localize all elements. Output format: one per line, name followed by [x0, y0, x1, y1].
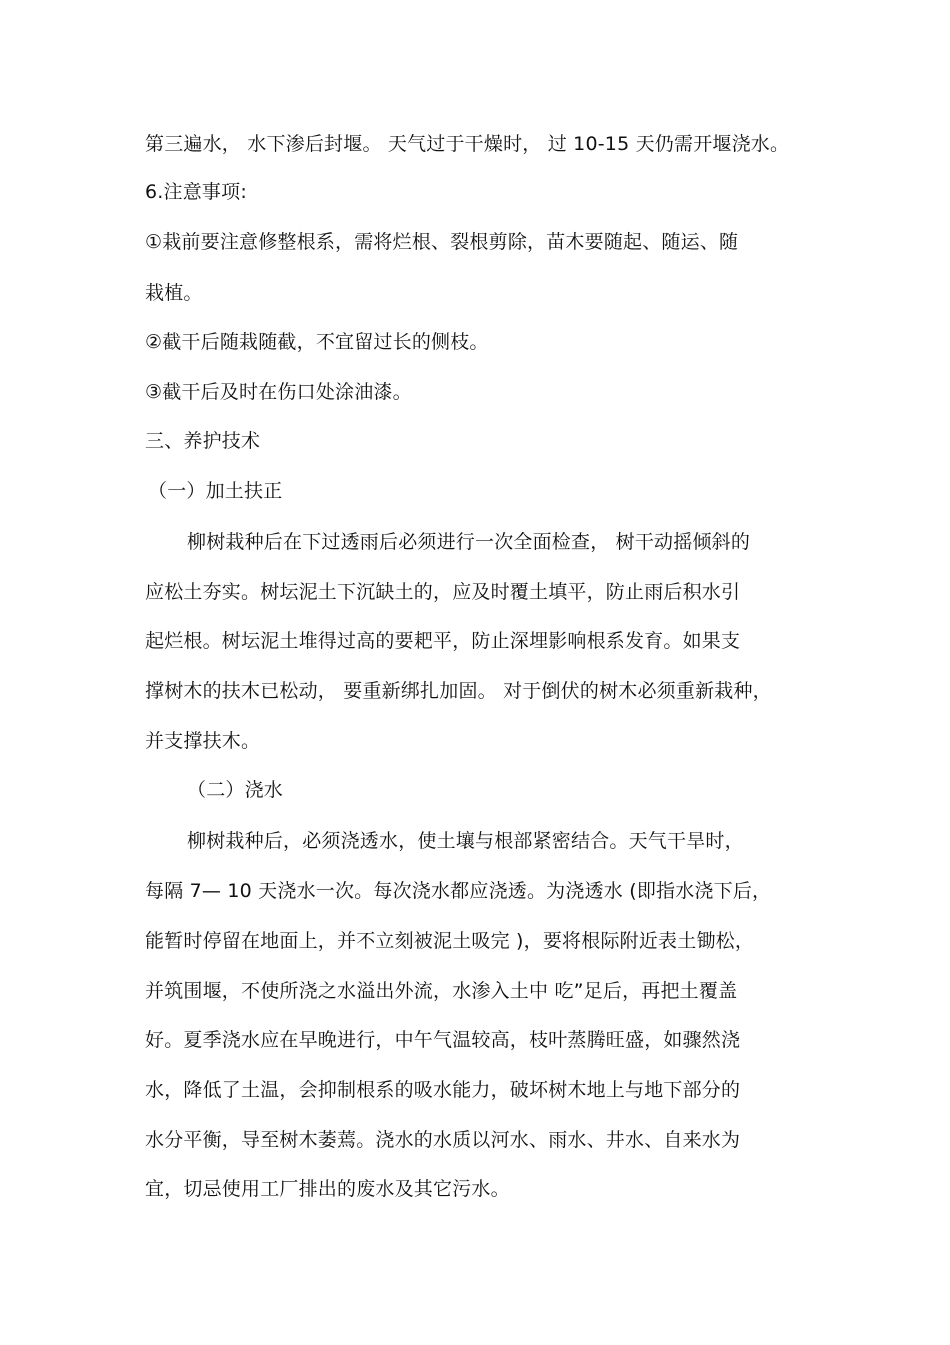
text-line: 水，降低了土温，会抑制根系的吸水能力，破坏树木地上与地下部分的 — [145, 1079, 741, 1101]
text-line: 每隔 7— 10 天浇水一次。每次浇水都应浇透。为浇透水 (即指水浇下后， — [145, 880, 772, 902]
list-item: ①栽前要注意修整根系，需将烂根、裂根剪除，苗木要随起、随运、随 — [145, 231, 739, 253]
text-line: 起烂根。树坛泥土堆得过高的要耙平，防止深埋影响根系发育。如果支 — [145, 630, 741, 652]
text-line: 应松土夯实。树坛泥土下沉缺土的，应及时覆土填平，防止雨后积水引 — [145, 581, 741, 603]
text-line: 能暂时停留在地面上，并不立刻被泥土吸完 )，要将根际附近表土锄松， — [145, 930, 755, 952]
text-line: 宜，切忌使用工厂排出的废水及其它污水。 — [145, 1178, 510, 1200]
text-line: 柳树栽种后在下过透雨后必须进行一次全面检查， 树干动摇倾斜的 — [187, 531, 751, 553]
text-line: 栽植。 — [145, 282, 203, 304]
text-line: 柳树栽种后，必须浇透水，使土壤与根部紧密结合。天气干旱时， — [187, 830, 744, 852]
list-item: ②截干后随栽随截，不宜留过长的侧枝。 — [145, 331, 489, 353]
text-line: 并支撑扶木。 — [145, 730, 261, 752]
subsection-heading: （一）加土扶正 — [148, 480, 283, 502]
text-line: 好。夏季浇水应在早晚进行，中午气温较高，枝叶蒸腾旺盛，如骤然浇 — [145, 1029, 741, 1051]
section-heading: 6.注意事项: — [145, 181, 247, 203]
text-line: 第三遍水， 水下渗后封堰。 天气过于干燥时， 过 10-15 天仍需开堰浇水。 — [145, 133, 790, 155]
section-heading: 三、养护技术 — [145, 430, 261, 452]
list-item: ③截干后及时在伤口处涂油漆。 — [145, 381, 412, 403]
text-line: 并筑围堰，不使所浇之水溢出外流，水渗入土中 吃”足后，再把土覆盖 — [145, 980, 738, 1002]
text-line: 撑树木的扶木已松动， 要重新绑扎加固。 对于倒伏的树木必须重新栽种， — [145, 680, 772, 702]
text-line: 水分平衡，导至树木萎蔫。浇水的水质以河水、雨水、井水、自来水为 — [145, 1129, 741, 1151]
subsection-heading: （二）浇水 — [187, 779, 284, 801]
